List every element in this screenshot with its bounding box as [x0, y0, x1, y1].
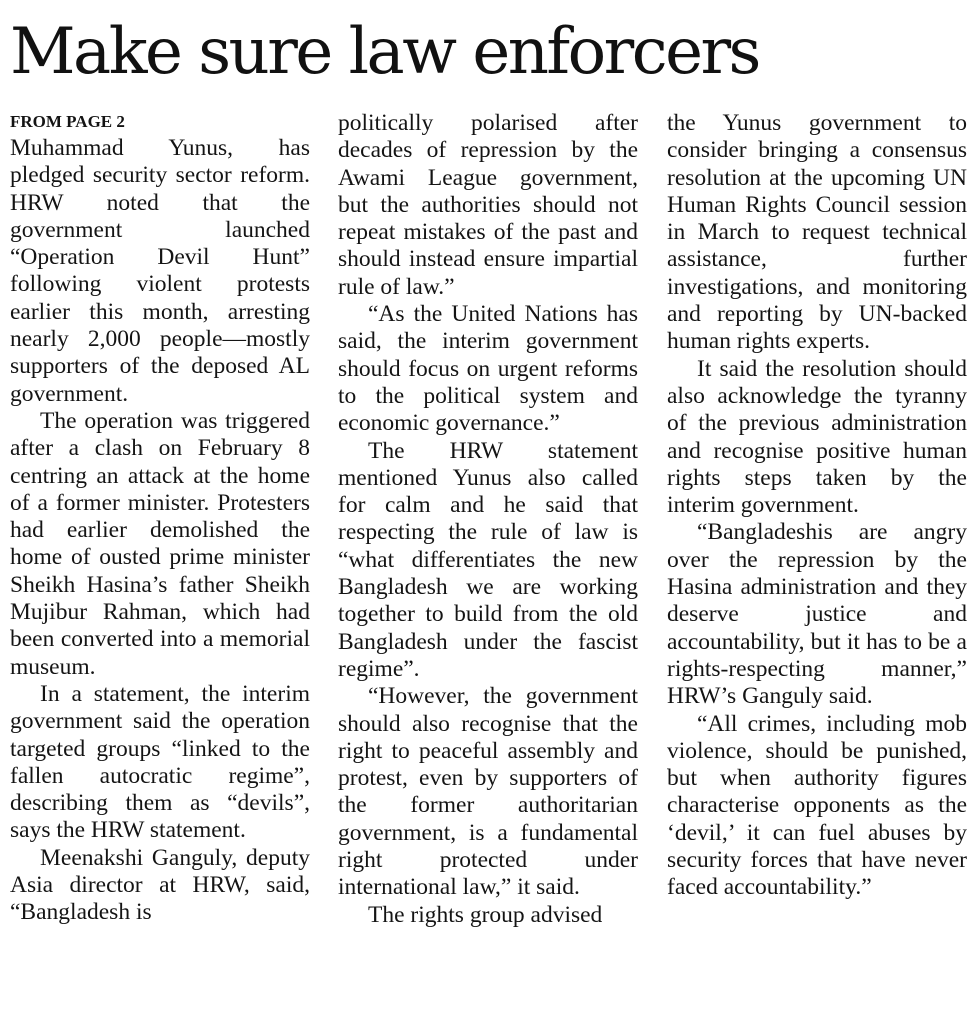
article-column-1	[10, 110, 310, 927]
paragraph: The HRW statement mentioned Yunus also called for calm and he said that respecting the rule of law is “what differentiates the new Bangladesh we are working together to build from the old Bangladesh under the fascist regime”.	[338, 437, 638, 682]
continuation-kicker: FROM PAGE 2	[10, 112, 125, 131]
paragraph: “Bangladeshis are angry over the repression by the Hasina administration and they deserve justice and accountability, but it has to be a rights-respecting manner,” HRW’s Ganguly said.	[667, 519, 967, 710]
paragraph: politically polarised after decades of repression by the Awami League government, but the authorities should not repeat mistakes of the past and should instead ensure impartial rule of law.”	[338, 110, 638, 300]
headline: Make sure law enforcers	[10, 15, 759, 89]
paragraph: It said the resolution should also acknowledge the tyranny of the previous administration and recognise positive human rights steps taken by the interim government.	[667, 355, 967, 519]
article-column-3	[667, 110, 967, 902]
paragraph: the Yunus government to consider bringing a consensus resolution at the upcoming UN Human Rights Council session in March to request technical assistance, further investigations, and monitoring and reporting by UN-backed human rights experts.	[667, 110, 967, 355]
article-column-2	[338, 110, 638, 929]
paragraph: In a statement, the interim government said the operation targeted groups “linked to the fallen autocratic regime”, describing them as “devils”, says the HRW statement.	[10, 680, 310, 844]
paragraph: Meenakshi Ganguly, deputy Asia director at HRW, said, “Bangladesh is	[10, 844, 310, 926]
paragraph: Muhammad Yunus, has pledged security sector reform. HRW noted that the government launched “Operation Devil Hunt” following violent protests earlier this month, arresting nearly 2,000 people—mostly supporters of the deposed AL government.	[10, 135, 310, 407]
paragraph: The operation was triggered after a clash on February 8 centring an attack at the home of a former minister. Protesters had earlier demolished the home of ousted prime minister Sheikh Hasina’s father Sheikh Mujibur Rahman, which had been converted into a memorial museum.	[10, 407, 310, 680]
paragraph: “However, the government should also recognise that the right to peaceful assembly and protest, even by supporters of the former authoritarian government, is a fundamental right protected under international law,” it said.	[338, 683, 638, 901]
paragraph: “All crimes, including mob violence, should be punished, but when authority figures characterise opponents as the ‘devil,’ it can fuel abuses by security forces that have never faced accountability.”	[667, 710, 967, 901]
paragraph: The rights group advised	[368, 901, 603, 928]
paragraph: “As the United Nations has said, the interim government should focus on urgent reforms to the political system and economic governance.”	[338, 301, 638, 437]
